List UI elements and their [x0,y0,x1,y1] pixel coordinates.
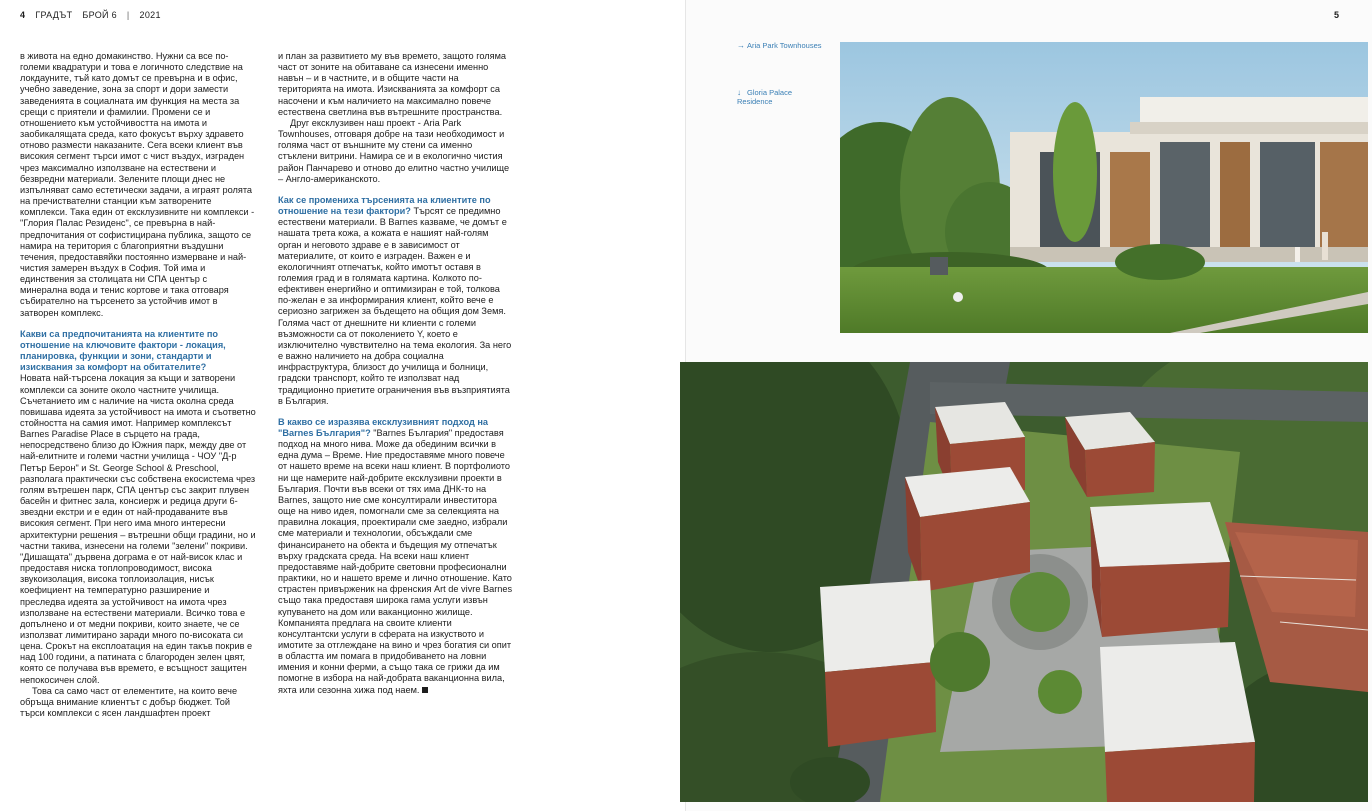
paragraph: Новата най-търсена локация за къщи и затворени комплекси са зоните около частните училища. Съчетанието им с наличие на чиста околна среда повишава идеята за устойчивост на имота и съответно стойността на самия имот. Например комплексът Barnes Paradise Place в сърцето на града, непосредствено близо до Южния парк, между две от най-елитните и големи частни училища - ЧОУ "Д-р Петър Берон" и St. George School & Preschool, разполага практически със собствена екосистема чрез голям вътрешен парк, СПА център със закрит плувен басейн и фитнес зала, консиерж и редица други 6-звездни екстри и е един от най-продаваните във високия сегмент. При него има много интересни архитектурни решения – вътрешни общи градини, но и частни такива, изнесени на големи "зелени" покриви. "Дишащата" дървена дограма е от най-висок клас и предоставя ниска топлопроводимост, висока звукоизолация, висока топлоизолация, нисък коефициент на температурно разширение и преследва идеята за устойчивост на имота чрез използване на естествени материали. Всичко това е допълнено и от медни покриви, които знаете, че се използват лимитирано заради много по-високата си цена. Срокът на експлоатация на един такъв покрив е над 100 години, а патината с благороден зелен цвят, която се получава във времето, е всъщност защитен непокосичен слой. [20,373,256,685]
building-6 [1100,642,1255,802]
paragraph: и план за развитието му във времето, защото голяма част от зоните на обитаване са изнесени именно навън – и в частните, и в общите части на територията на имота. Изискванията за комфорт са насочени и към наличието на максимално повече естествена светлина във вътрешните пространства. [278,51,507,117]
paragraph: Това са само част от елементите, на които вече обръща внимание клиентът с добър бюджет. Той търси комплекси с ясен ландшафтен проект [20,685,238,719]
issue-year: 2021 [139,10,161,20]
interview-question [20,329,256,374]
paragraph-gap [20,319,256,329]
paragraph-gap [278,185,514,195]
answer-text: Търсят се предимно естествени материали. В Barnes казваме, че домът е нашата трета кожа, а кожата е нашият най-голям орган и неговото здраве е в зависимост от материалите, от които е изграден. Важен е и екологичният отпечатък, който имотът оставя в големия град и в голямата картина. Колкото по-ефективен енергийно и оптимизиран е той, толкова по-желан е за информирания клиент, който вече е сериозно загрижен за бъдещето на общия дом Земя. Голяма част от днешните ни клиенти с големи възможности са от поколението Y, което е изключително чувствително на тема екология. За него е важно наличието на добра социална инфраструктура, близост до училища и болници, градски транспорт, който те използват над традиционно приетите ограничения във възприятията в България. [278,206,512,406]
page-number-right: 5 [1334,10,1340,20]
photo-caption-gloria-palace [737,88,827,106]
paragraph-gap [278,407,514,417]
arrow-down-icon: ↓ [737,88,741,97]
townhouses-photo [840,42,1368,333]
header-divider: | [126,10,130,20]
magazine-name: ГРАДЪТ [35,10,73,20]
paragraph: Друг ексклузивен наш проект - Aria Park Townhouses, отговаря добре на тази необходимост и голяма част от външните му стени са именно стъклени витрини. Намира се и в екологично чистия район Панчарево и отново до елитно частно училище – Англо-американското. [278,117,510,184]
article-column-1 [20,51,256,719]
residence-aerial-illustration [680,362,1368,802]
page-number-left: 4 [20,10,26,20]
article-column-2 [278,51,514,696]
residence-aerial-photo [680,362,1368,802]
running-header-left [20,10,161,20]
answer-text: "Barnes България" предоставя подход на много нива. Може да обединим всички в една дума – Време. Ние предоставяме много повече от нашето време на всеки наш клиент. В портфолиото ни ще намерите най-добрите ексклузивни проекти в България. Почти във всеки от тях има ДНК-то на Barnes, защото ние сме консултирали инвеститора още на ниво идея, помогнали сме за селекцията на правилна локация, проектирали сме заедно, избрали сме материали и технологии, обсъждали сме финансирането на обекта и бъдещия му отпечатък върху градската среда. На всеки наш клиент предоставяме най-добрите световни професионални практики, но и нашето време и лично отношение. Като страстен привърженик на френския Art de vivre Barnes също така предоставя широка гама услуги извън купуването на дом или ваканционно жилище. Компанията предлага на своите клиенти консултантски услуги в сферата на изкуството и имотите за отглеждане на вино и чрез богатия си опит в областта им помага в придобиването на ловни имения и конни ферми, а също така се грижи да им помогне в избора на най-добрата ваканционна вила, яхта или сезонна хижа под наем. [278,428,513,695]
question-text: Какви са предпочитанията на клиентите по отношение на ключовите фактори - локация, планировка, функции и зони, стандарти и изисквания за комфорт на обитателите? [20,328,226,373]
caption-text: Gloria Palace Residence [737,88,793,106]
caption-text: Aria Park Townhouses [747,41,822,50]
building-3 [905,467,1030,592]
end-of-article-mark [422,687,428,693]
photo-caption-aria-park [737,41,827,50]
arrow-right-icon: → [737,41,745,50]
issue-label: БРОЙ 6 [82,10,117,20]
question-text: Как се промениха търсенията на клиентите по отношение на тези фактори? [278,194,491,217]
question-text: В какво се изразява ексклузивният подход на "Barnes България"? [278,416,488,438]
building-4 [1090,502,1230,637]
interview-answer [278,195,514,407]
building-5 [820,580,936,747]
paragraph: в живота на едно домакинство. Нужни са все по-големи квадратури и това е логичното следствие на локдауните, тъй като домът се превърна и в офис, учебно заведение, зона за спорт и дори замести заведенията в социалната им функция на места за срещи с приятели и фамилии. Промени се и отношението към устойчивостта на имота и заобикалящата среда, като фокусът върху здравето отново размести наказаните. Сега всеки клиент във високия сегмент търси имот с чист въздух, изграден чрез максимално използване на естествени и безвредни материали. Зелените площи днес не изпълняват само естетически задачи, а играят ролята на пречиствателни станции към затворените комплекси. Така един от ексклузивните ни комплекси - "Глория Палас Резиденс", се превърна в най-предпочитания от софистицирана публика, защото се намира на територия с благоприятни въздушни течения, предоставяйки постоянно измерване и най-чистия замерен въздух в София. Той има и единствения за столицата ни СПА център с минерална вода и тенис кортове и така отговаря събирателно на търсенето за устойчив имот в затворен комплекс. [20,51,255,318]
townhouses-illustration [840,42,1368,333]
interview-answer [278,417,514,696]
